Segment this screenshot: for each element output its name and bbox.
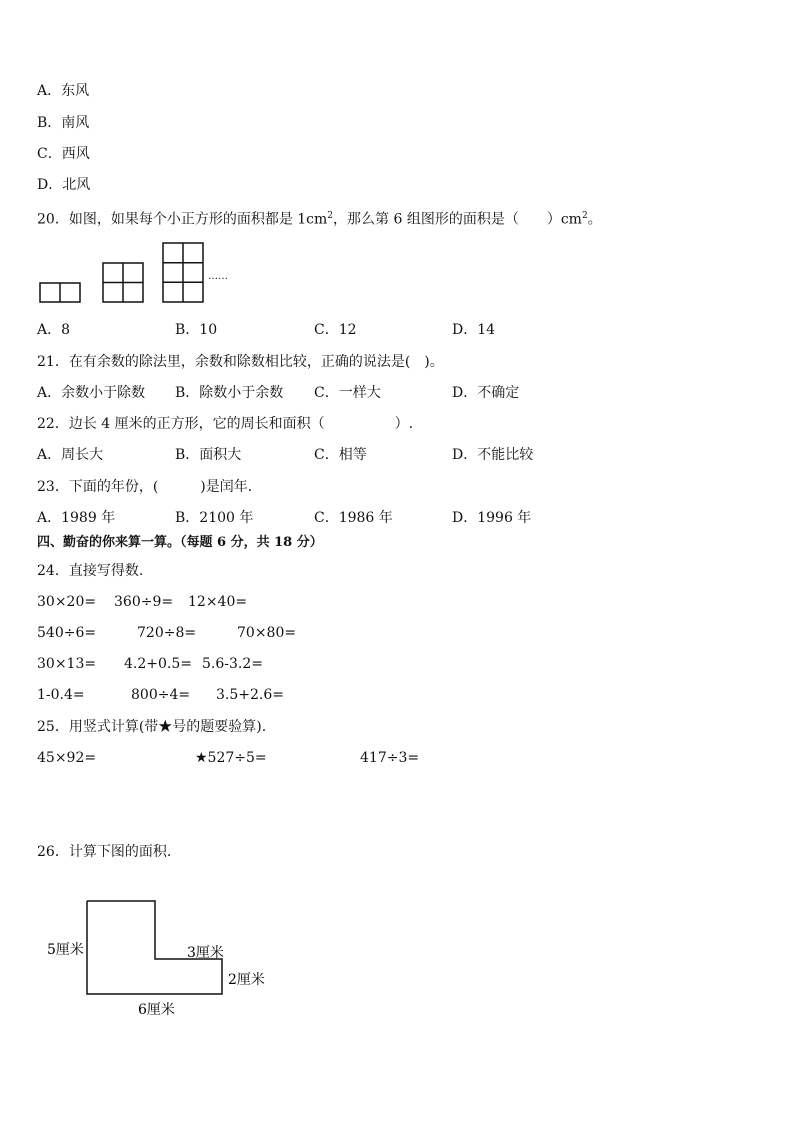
q22-stem: 22．边长 4 厘米的正方形，它的周长和面积（ ）. — [37, 416, 414, 432]
label-right: 2厘米 — [228, 972, 265, 988]
q24-item: 30×20= — [37, 594, 97, 610]
q23-stem: 23．下面的年份，( )是闰年. — [37, 479, 253, 495]
q24-item: 30×13= — [37, 656, 97, 672]
q23-option-d: D．1996 年 — [452, 510, 532, 526]
label-bottom: 6厘米 — [138, 1002, 175, 1018]
label-left: 5厘米 — [47, 942, 84, 958]
q20-stem-part-a: 20．如图，如果每个小正方形的面积都是 1cm — [37, 211, 328, 228]
q23-option-c: C．1986 年 — [314, 510, 393, 526]
q25-item: ★527÷5= — [195, 750, 267, 766]
q19-option-b: B．南风 — [37, 115, 90, 131]
q25-item: 45×92= — [37, 750, 97, 766]
q24-stem: 24．直接写得数. — [37, 563, 144, 579]
q21-option-c: C．一样大 — [314, 385, 381, 401]
q24-item: 540÷6= — [37, 625, 97, 641]
q24-item: 12×40= — [188, 594, 248, 610]
q20-option-b: B．10 — [175, 322, 218, 338]
q22-option-d: D．不能比较 — [452, 447, 534, 463]
q22-option-b: B．面积大 — [175, 447, 242, 463]
figure-group-2 — [103, 263, 143, 302]
q24-item: 5.6-3.2= — [202, 656, 263, 672]
q20-stem-part-c: 。 — [587, 211, 602, 228]
label-inner: 3厘米 — [187, 945, 224, 961]
q20-option-d: D．14 — [452, 322, 496, 338]
q20-stem-part-b: ，那么第 6 组图形的面积是（ ）cm — [333, 211, 582, 228]
q24-item: 70×80= — [237, 625, 297, 641]
section-4-title: 四、勤奋的你来算一算。（每题 6 分，共 18 分） — [37, 535, 323, 550]
q20-ellipsis: …… — [208, 271, 228, 282]
q26-stem: 26．计算下图的面积. — [37, 844, 172, 860]
q24-item: 3.5+2.6= — [216, 687, 284, 703]
q24-item: 360÷9= — [114, 594, 174, 610]
q24-item: 4.2+0.5= — [124, 656, 192, 672]
q25-item: 417÷3= — [360, 750, 420, 766]
q21-option-d: D．不确定 — [452, 385, 520, 401]
q20-unit-exponent-b: 2 — [581, 211, 588, 221]
q20-unit-exponent-a: 2 — [327, 211, 334, 221]
q24-item: 1-0.4= — [37, 687, 85, 703]
q21-option-a: A．余数小于除数 — [37, 385, 146, 401]
q25-stem: 25．用竖式计算(带★号的题要验算). — [37, 719, 267, 735]
q26-l-shape-figure — [40, 895, 280, 1025]
q24-item: 720÷8= — [137, 625, 197, 641]
q20-option-c: C．12 — [314, 322, 357, 338]
q19-option-c: C．西风 — [37, 146, 90, 162]
q20-square-figures — [35, 240, 275, 310]
q23-option-a: A．1989 年 — [37, 510, 116, 526]
q24-item: 800÷4= — [131, 687, 191, 703]
figure-group-1 — [40, 283, 80, 302]
q19-option-a: A．东风 — [37, 83, 90, 99]
q19-option-d: D．北风 — [37, 177, 91, 193]
q23-option-b: B．2100 年 — [175, 510, 254, 526]
q21-stem: 21．在有余数的除法里，余数和除数相比较，正确的说法是( )。 — [37, 354, 444, 370]
q20-option-a: A．8 — [37, 322, 71, 338]
q21-option-b: B．除数小于余数 — [175, 385, 284, 401]
q20-stem — [37, 207, 602, 229]
q22-option-c: C．相等 — [314, 447, 367, 463]
q22-option-a: A．周长大 — [37, 447, 104, 463]
figure-group-3 — [163, 243, 203, 302]
